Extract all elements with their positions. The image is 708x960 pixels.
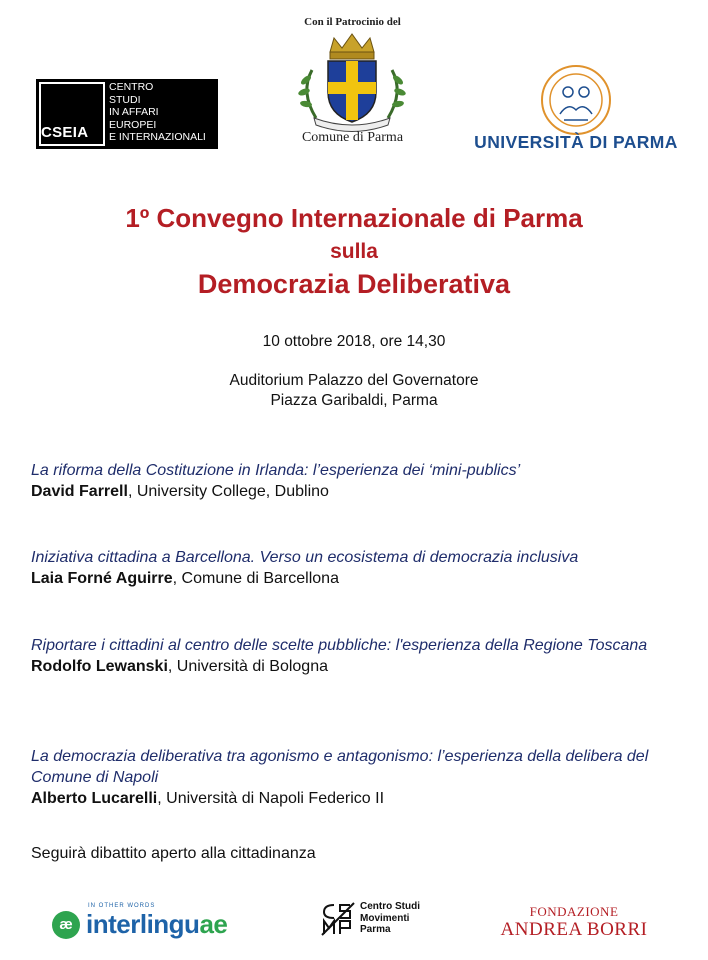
talk-item — [31, 547, 701, 589]
csmp-logo — [320, 899, 420, 941]
cseia-line: EUROPEI — [109, 118, 157, 131]
talk-speaker-line — [31, 481, 701, 502]
speaker-affiliation: , Comune di Barcellona — [172, 570, 339, 587]
patrocinio-label: Con il Patrocinio del — [304, 16, 401, 28]
csmp-name — [360, 901, 420, 936]
title-line-3: Democrazia Deliberativa — [197, 269, 511, 299]
event-date: 10 ottobre 2018, ore 14,30 — [262, 333, 446, 350]
comune-name: Comune di Parma — [301, 130, 404, 145]
interlinguae-tagline: IN OTHER WORDS — [88, 903, 156, 909]
talk-speaker-line — [31, 568, 701, 589]
csmp-line: Centro Studi — [360, 901, 420, 912]
title-line-2: sulla — [330, 240, 378, 263]
universita-seal-icon — [540, 64, 612, 136]
cseia-name-lines — [109, 81, 206, 144]
cseia-line: IN AFFARI — [109, 106, 159, 118]
interlinguae-word-a: interlingu — [86, 909, 200, 939]
event-venue: Auditorium Palazzo del Governatore — [229, 372, 479, 389]
cseia-logo — [36, 79, 218, 149]
talk-item — [31, 746, 681, 809]
closing-note: Seguirà dibattito aperto alla cittadinanza — [31, 845, 316, 862]
comune-crest-icon — [290, 30, 414, 132]
talk-speaker-line — [31, 656, 691, 677]
talk-topic: Riportare i cittadini al centro delle scelte pubbliche: l'esperienza della Regione Toscana — [31, 637, 648, 654]
fondazione-borri-logo — [494, 904, 654, 940]
talk-topic: La democrazia deliberativa tra agonismo e antagonismo: l’esperienza della delibera del Comune di Napoli — [31, 748, 649, 786]
cseia-line: E INTERNAZIONALI — [109, 131, 206, 143]
talk-speaker-line — [31, 788, 681, 809]
csmp-mark-icon — [320, 901, 356, 937]
speaker-name: David Farrell — [31, 483, 128, 500]
csmp-line: Parma — [360, 924, 391, 935]
interlinguae-wordmark — [86, 909, 227, 940]
event-address: Piazza Garibaldi, Parma — [270, 392, 438, 409]
speaker-affiliation: , Università di Napoli Federico II — [157, 790, 385, 807]
talk-topic: Iniziativa cittadina a Barcellona. Verso un ecosistema di democrazia inclusiva — [31, 549, 579, 566]
borri-line-1: FONDAZIONE — [529, 904, 619, 919]
cseia-line: STUDI — [109, 93, 141, 106]
speaker-name: Alberto Lucarelli — [31, 790, 158, 807]
interlinguae-mark-icon: æ — [52, 911, 80, 939]
borri-line-2: ANDREA BORRI — [500, 919, 648, 940]
talk-topic: La riforma della Costituzione in Irlanda: l’esperienza dei ‘mini-publics’ — [31, 462, 521, 479]
title-line-1: 1º Convegno Internazionale di Parma — [125, 203, 583, 233]
speaker-affiliation: , University College, Dublino — [127, 483, 329, 500]
universita-name: UNIVERSITÀ DI PARMA — [474, 132, 678, 152]
cseia-line: CENTRO — [109, 81, 154, 93]
speaker-affiliation: , Università di Bologna — [167, 658, 328, 675]
csmp-line: Movimenti — [360, 912, 410, 924]
talk-item — [31, 460, 701, 502]
interlinguae-logo — [52, 903, 267, 945]
cseia-acronym: CSEIA — [41, 124, 89, 141]
speaker-name: Rodolfo Lewanski — [31, 658, 168, 675]
interlinguae-word-b: ae — [199, 909, 228, 939]
talk-item — [31, 635, 691, 677]
speaker-name: Laia Forné Aguirre — [31, 570, 173, 587]
